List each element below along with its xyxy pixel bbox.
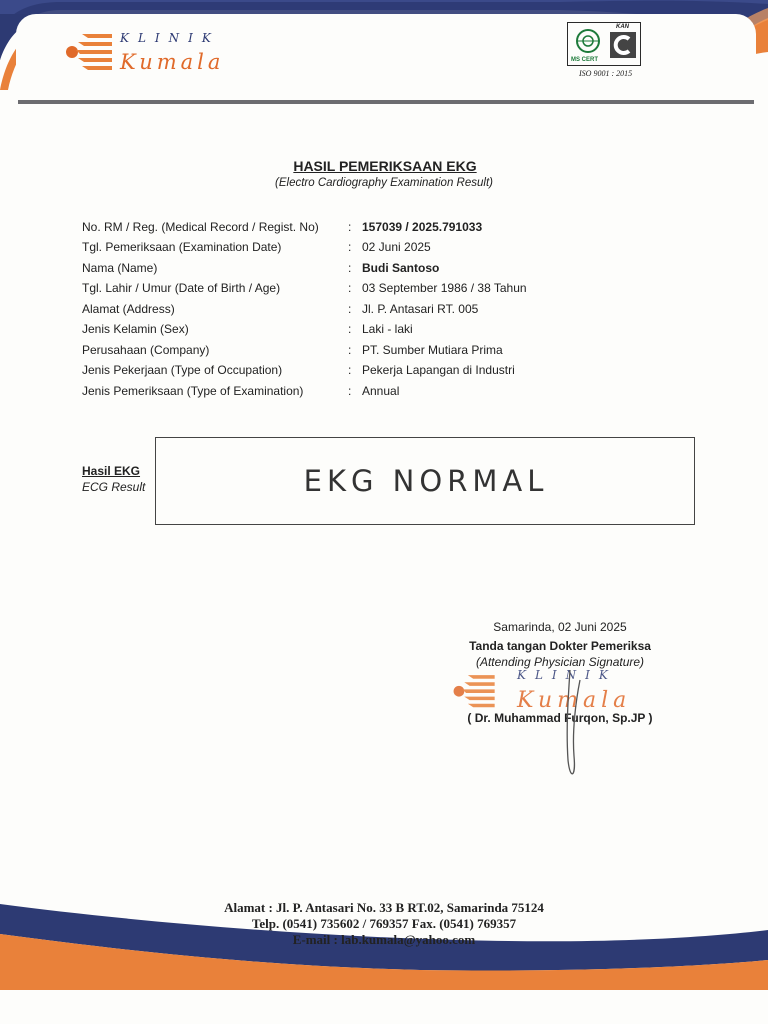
- field-value: 03 September 1986 / 38 Tahun: [362, 281, 527, 295]
- document-subtitle: (Electro Cardiography Examination Result): [275, 177, 493, 189]
- signature-role-en: (Attending Physician Signature): [475, 655, 645, 669]
- c-mark-icon: [610, 32, 636, 58]
- field-label: Tgl. Pemeriksaan (Examination Date): [82, 240, 282, 254]
- signature-place-date: Samarinda, 02 Juni 2025: [493, 620, 627, 634]
- field-separator: :: [348, 384, 352, 398]
- field-separator: :: [348, 302, 352, 316]
- logo-klinik-text: KLINIK: [120, 31, 220, 45]
- ekg-result-label: [82, 464, 145, 494]
- field-label: Nama (Name): [82, 261, 158, 275]
- field-value: Pekerja Lapangan di Industri: [362, 363, 515, 377]
- field-value: Laki - laki: [362, 322, 413, 336]
- field-row: [82, 322, 722, 342]
- cert-frame: [567, 22, 641, 66]
- field-value: 02 Juni 2025: [362, 240, 431, 254]
- field-label: Perusahaan (Company): [82, 343, 210, 357]
- ekg-label-id: Hasil EKG: [82, 464, 141, 478]
- field-row: [82, 363, 722, 383]
- field-label: Alamat (Address): [82, 302, 175, 316]
- doctor-name: ( Dr. Muhammad Furqon, Sp.JP ): [467, 711, 653, 725]
- cert-iso-text: ISO 9001 : 2015: [579, 69, 633, 78]
- field-value: PT. Sumber Mutiara Prima: [362, 343, 503, 357]
- stamp-kumala-text: Kumala: [517, 688, 632, 713]
- field-row: [82, 302, 722, 322]
- stamp-klinik-text: KLINIK: [517, 668, 617, 682]
- field-row: [82, 384, 722, 404]
- globe-icon: [574, 27, 602, 55]
- document-title: HASIL PEMERIKSAAN EKG: [293, 158, 477, 174]
- ekg-label-en: ECG Result: [82, 480, 146, 494]
- logo-kumala-text: Kumala: [120, 50, 225, 74]
- field-separator: :: [348, 240, 352, 254]
- field-label: Jenis Kelamin (Sex): [82, 322, 189, 336]
- footer-address: Alamat : Jl. P. Antasari No. 33 B RT.02, Samarinda 75124: [224, 900, 544, 915]
- field-value: Jl. P. Antasari RT. 005: [362, 302, 479, 316]
- footer-email: E-mail : lab.kumala@yahoo.com: [292, 932, 476, 947]
- cert-kan: KAN: [616, 24, 629, 30]
- field-row: [82, 343, 722, 363]
- field-label: No. RM / Reg. (Medical Record / Regist. No): [82, 220, 319, 234]
- header-divider: [18, 100, 754, 104]
- iso-certification-badge: [567, 22, 641, 80]
- logo-chevron-icon: [62, 26, 118, 82]
- field-separator: :: [348, 343, 352, 357]
- field-label: Jenis Pekerjaan (Type of Occupation): [82, 363, 283, 377]
- field-value: Budi Santoso: [362, 261, 440, 275]
- field-value: 157039 / 2025.791033: [362, 220, 483, 234]
- field-separator: :: [348, 322, 352, 336]
- footer-address-block: [0, 900, 768, 948]
- cert-label: MS CERT: [571, 57, 598, 63]
- field-label: Tgl. Lahir / Umur (Date of Birth / Age): [82, 281, 281, 295]
- field-row: [82, 261, 722, 281]
- clinic-logo: [62, 24, 242, 84]
- field-separator: :: [348, 220, 352, 234]
- field-separator: :: [348, 281, 352, 295]
- field-row: [82, 281, 722, 301]
- ekg-result-box: [155, 437, 695, 525]
- signature-role: Tanda tangan Dokter Pemeriksa: [469, 639, 651, 653]
- field-row: [82, 240, 722, 260]
- field-separator: :: [348, 261, 352, 275]
- footer-phone: Telp. (0541) 735602 / 769357 Fax. (0541) 769357: [251, 916, 517, 931]
- field-row: [82, 220, 722, 240]
- field-separator: :: [348, 363, 352, 377]
- field-value: Annual: [362, 384, 400, 398]
- ekg-result-value: EKG NORMAL: [303, 464, 549, 498]
- field-label: Jenis Pemeriksaan (Type of Examination): [82, 384, 304, 398]
- handwritten-signature: [540, 660, 620, 790]
